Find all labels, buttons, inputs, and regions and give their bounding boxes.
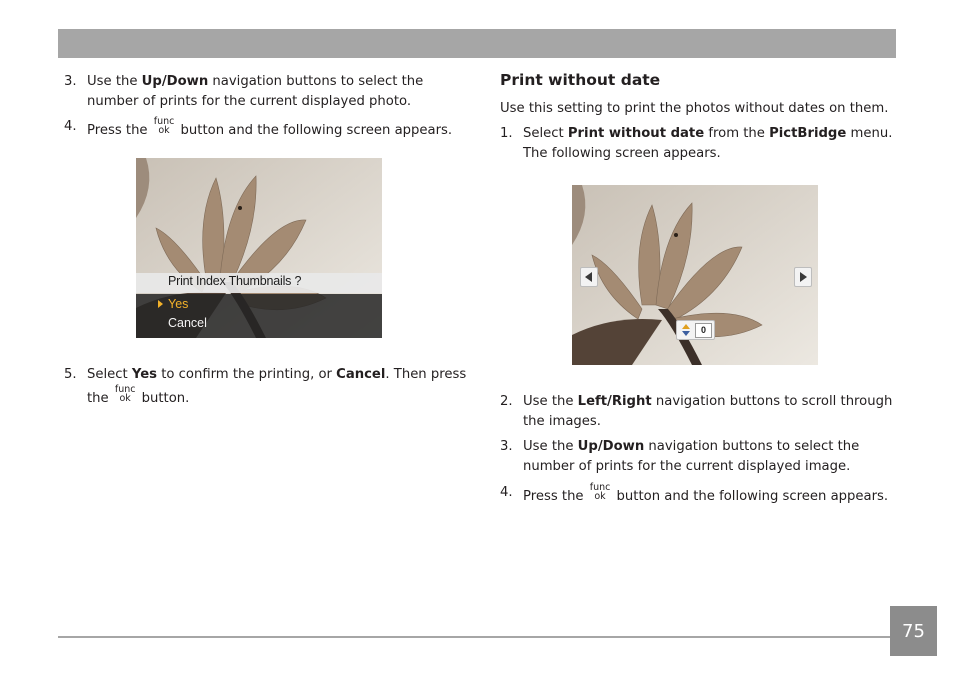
menu-option-yes[interactable]: Yes bbox=[168, 297, 189, 311]
step-text: Press the func ok button and the following screen appears. bbox=[523, 482, 889, 504]
step-text: Use the Up/Down navigation buttons to select the number of prints for the current displayed image. bbox=[523, 439, 860, 474]
step-number: 3. bbox=[500, 439, 513, 454]
camera-screen-print-without-date bbox=[572, 185, 818, 365]
header-bar bbox=[58, 29, 896, 58]
menu-option-cancel[interactable]: Cancel bbox=[168, 316, 207, 330]
down-arrow-icon[interactable] bbox=[682, 331, 690, 336]
menu-title: Print Index Thumbnails ? bbox=[168, 274, 302, 288]
right-arrow-icon[interactable] bbox=[794, 267, 812, 287]
step-number: 3. bbox=[64, 74, 77, 89]
section-intro: Use this setting to print the photos without dates on them. bbox=[500, 101, 889, 116]
section-heading: Print without date bbox=[500, 71, 661, 89]
step-text: Press the func ok button and the following screen appears. bbox=[87, 116, 453, 138]
footer-rule bbox=[58, 636, 890, 638]
step-text: Use the Left/Right navigation buttons to scroll through the images. bbox=[523, 394, 893, 429]
step-number: 1. bbox=[500, 126, 513, 141]
page-number: 75 bbox=[890, 606, 937, 656]
func-ok-icon: func ok bbox=[114, 384, 136, 404]
left-arrow-icon[interactable] bbox=[580, 267, 598, 287]
step-number: 2. bbox=[500, 394, 513, 409]
func-ok-icon: func ok bbox=[589, 482, 611, 502]
step-number: 4. bbox=[64, 119, 77, 134]
step-number: 4. bbox=[500, 485, 513, 500]
print-count-stepper[interactable] bbox=[676, 320, 715, 340]
step-text: Select Print without date from the PictBridge menu. The following screen appears. bbox=[523, 126, 893, 161]
up-arrow-icon[interactable] bbox=[682, 324, 690, 329]
step-text: Select Yes to confirm the printing, or Cancel. Then press the func ok button. bbox=[87, 367, 467, 406]
print-count-value: 0 bbox=[695, 323, 712, 338]
step-number: 5. bbox=[64, 367, 77, 382]
step-text: Use the Up/Down navigation buttons to select the number of prints for the current displayed photo. bbox=[87, 74, 424, 109]
cursor-arrow-icon bbox=[158, 300, 163, 308]
camera-screen-print-index bbox=[136, 158, 382, 338]
func-ok-icon: func ok bbox=[153, 116, 175, 136]
